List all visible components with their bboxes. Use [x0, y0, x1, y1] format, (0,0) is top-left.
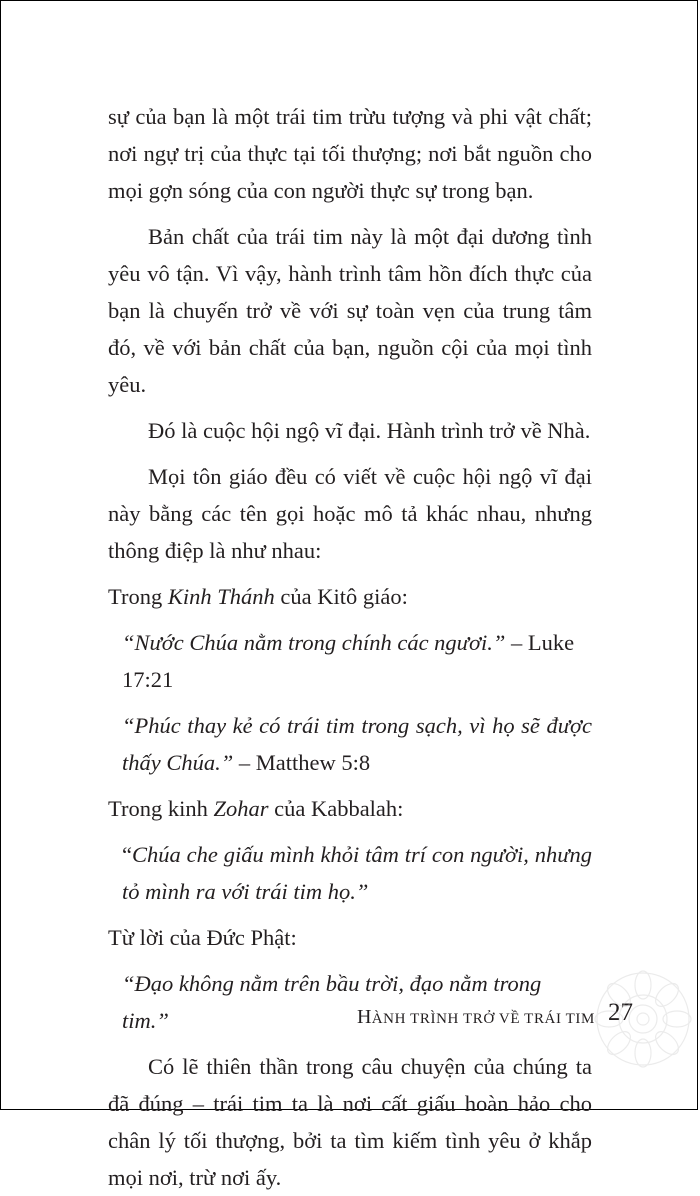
paragraph-2: Bản chất của trái tim này là một đại dương tình yêu vô tận. Vì vậy, hành trình tâm hồn đích thực của bạn là chuyến trở về với sự toàn vẹn của trung tâm đó, về với bản chất của bạn, nguồn cội của mọi tình yêu. [108, 224, 592, 397]
body-text [108, 98, 592, 1196]
footer-title-rest: ÀNH TRÌNH TRỞ VỀ TRÁI TIM [371, 1011, 595, 1027]
bible-intro [108, 578, 592, 615]
quote-matthew [108, 707, 592, 781]
quote-matthew-text: “Phúc thay kẻ có trái tim trong sạch, vì họ sẽ được thấy Chúa.” [122, 713, 592, 775]
zohar-intro [108, 790, 592, 827]
paragraph-1: sự của bạn là một trái tim trừu tượng và phi vật chất; nơi ngự trị của thực tại tối thượng; nơi bắt nguồn cho mọi gợn sóng của con người thực sự trong bạn. [108, 104, 592, 203]
bible-intro-post: của Kitô giáo: [274, 584, 408, 609]
zohar-intro-post: của Kabbalah: [268, 796, 404, 821]
bible-title: Kinh Thánh [167, 584, 275, 609]
paragraph-5: Có lẽ thiên thần trong câu chuyện của chúng ta đã đúng – trái tim ta là nơi cất giấu hoàn hảo cho chân lý tối thượng, bởi ta tìm kiếm tình yêu ở khắp mọi nơi, trừ nơi ấy. [108, 1054, 592, 1190]
quote-luke-text: “Nước Chúa nằm trong chính các ngươi.” [122, 630, 506, 655]
paragraph-4: Mọi tôn giáo đều có viết về cuộc hội ngộ vĩ đại này bằng các tên gọi hoặc mô tả khác nhau, nhưng thông điệp là như nhau: [108, 464, 592, 563]
running-footer-title [357, 1006, 595, 1029]
quote-matthew-ref: – Matthew 5:8 [233, 750, 371, 775]
buddha-intro: Từ lời của Đức Phật: [108, 925, 297, 950]
paragraph-3: Đó là cuộc hội ngộ vĩ đại. Hành trình trở về Nhà. [148, 418, 591, 443]
page-number: 27 [608, 999, 633, 1026]
quote-luke [108, 624, 592, 698]
quote-luke-ref: – Luke 17:21 [122, 630, 575, 692]
mandala-icon [585, 961, 700, 1077]
bible-intro-pre: Trong [108, 584, 168, 609]
footer-title-initial: H [357, 1006, 372, 1028]
quote-buddha-text: “Đạo không nằm trên bầu trời, đạo nằm trong tim.” [122, 971, 542, 1033]
quote-zohar-text: Chúa che giấu mình khỏi tâm trí con người, nhưng tỏ mình ra với trái tim họ.” [122, 842, 592, 904]
zohar-intro-pre: Trong kinh [108, 796, 214, 821]
quote-zohar [108, 836, 592, 910]
quote-zohar-open: “ [122, 842, 132, 867]
zohar-title: Zohar [213, 796, 269, 821]
